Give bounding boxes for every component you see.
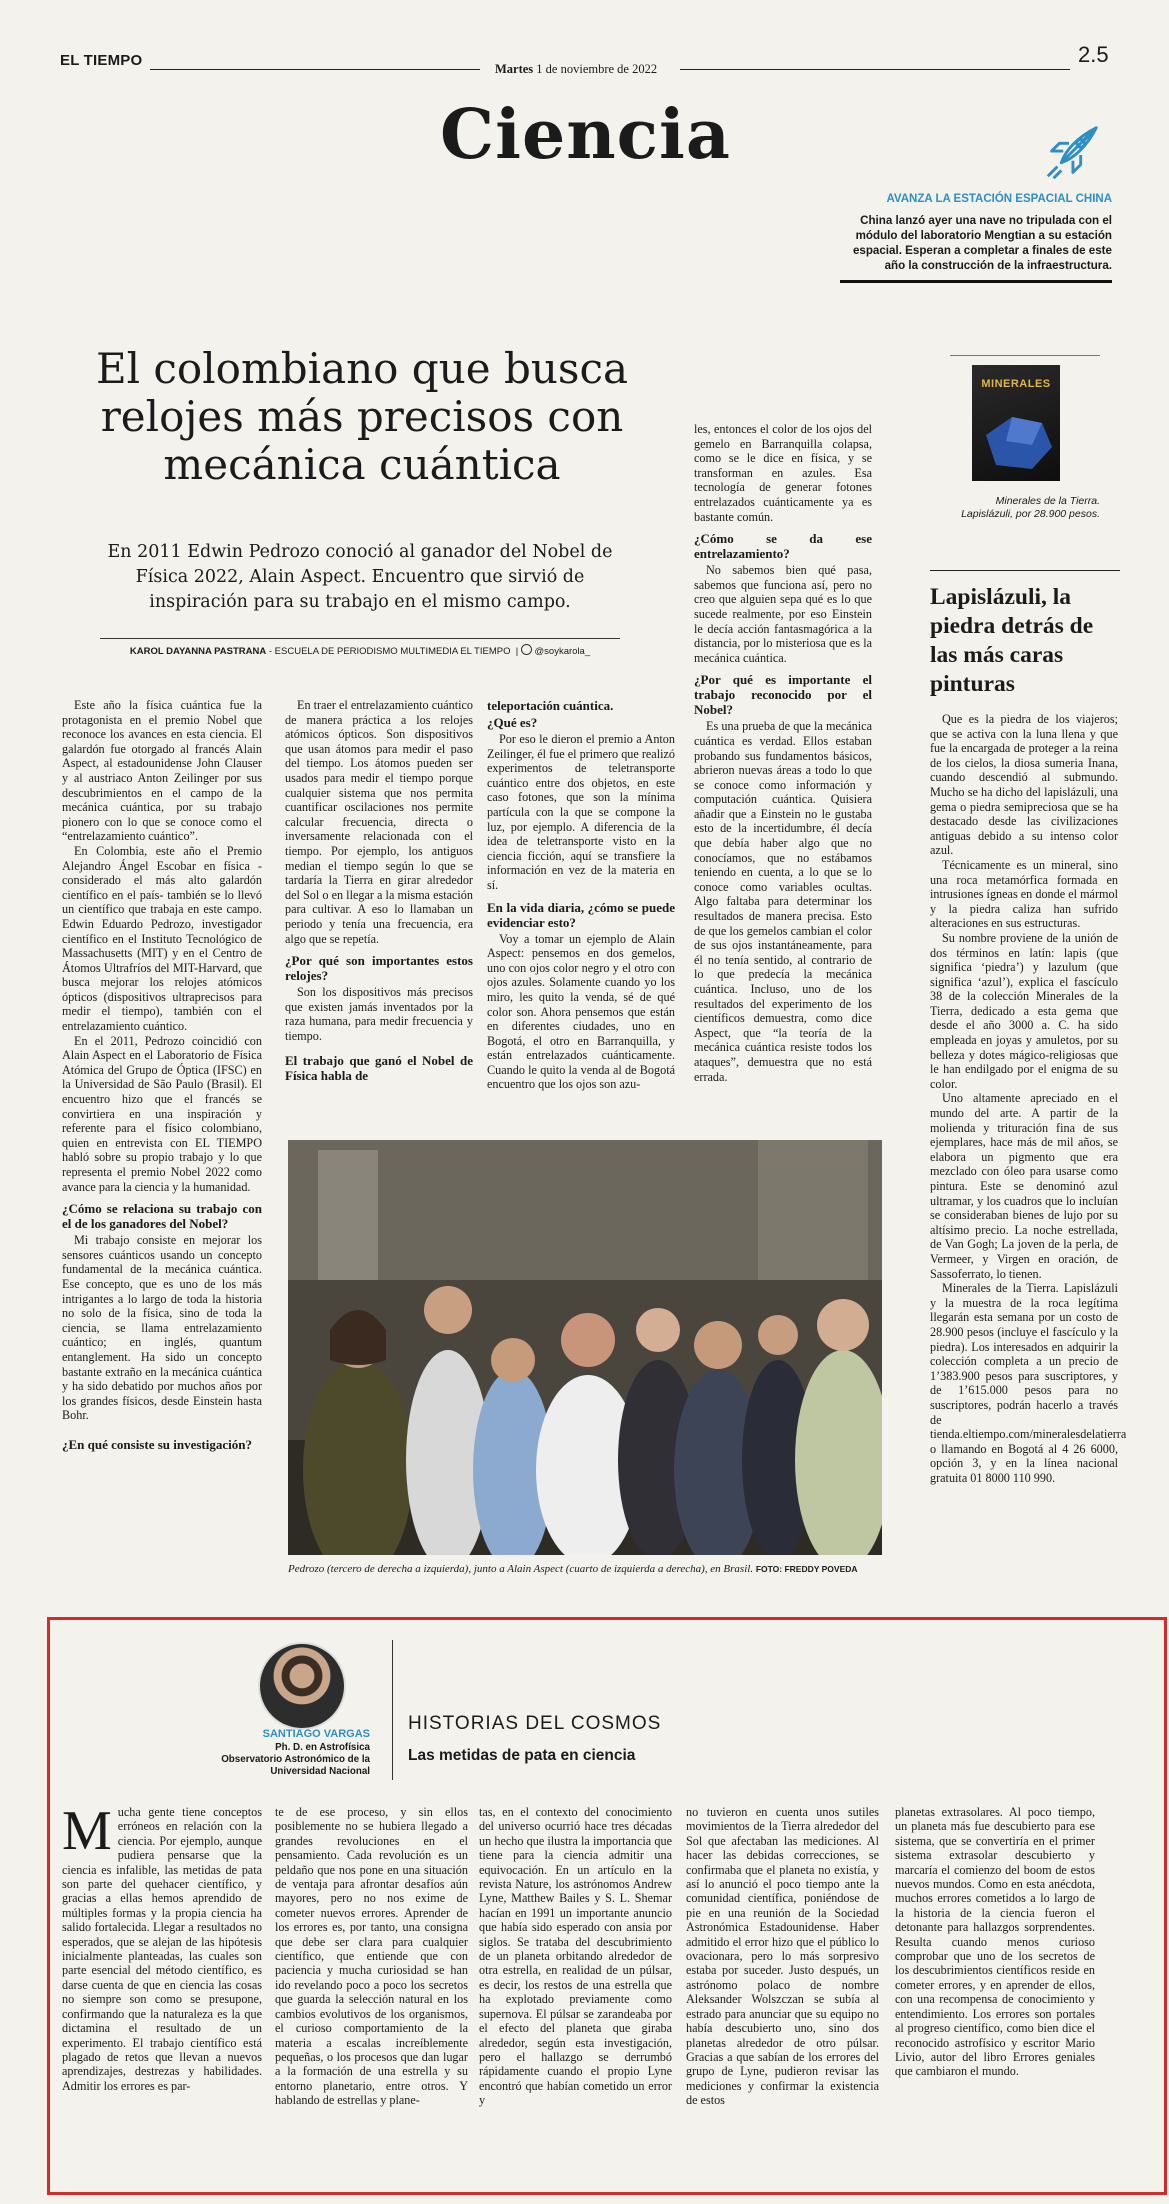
- paragraph: Minerales de la Tierra. Lapislázuli y la muestra de la roca legítima llegarán esta semana por un costo de 28.900 pesos (incluye el fascículo y la piedra). Los interesados en adquirir la colección completa a un precio de 1’383.900 pesos para suscriptores, y de 1’615.000 pesos para no suscriptores, podrán hacerlo a través de tienda.eltiempo.com/mineralesdelatierra o llamando en Bogotá al 4 26 6000, opción 3, y en la línea nacional gratuita 01 8000 110 990.: [930, 1281, 1127, 1485]
- twitter-icon: [521, 644, 532, 655]
- question-heading: ¿Cómo se da ese entrelazamiento?: [694, 531, 872, 562]
- paragraph: En traer el entrelazamiento cuántico de manera práctica a los relojes atómicos ópticos. Son dispositivos que usan átomos para medir el paso del tiempo. Los átomos pueden ser usados para medir el tiempo porque cualquier sistema que nos permita cuantificar oscilaciones nos permite calcular frecuencia, directa o inversamente relacionada con el tiempo. Por ejemplo, los antiguos median el tiempo según lo que se tardaría la Tierra en girar alrededor del Sol o en llegar a la misma estación para cultivar. A eso lo llamaban un periodo y tenía una frecuencia, era algo que se repetía.: [285, 698, 473, 946]
- column-author: SANTIAGO VARGAS: [262, 1728, 370, 1740]
- article-subhead: En 2011 Edwin Pedrozo conoció al ganador del Nobel de Física 2022, Alain Aspect. Encuentro que sirvió de inspiración para su trabajo en el mismo campo.: [107, 542, 613, 612]
- article-column-2: [285, 698, 473, 1085]
- group-photo-illustration: [288, 1140, 882, 1555]
- column-text-5: [895, 1805, 1095, 2079]
- masthead-rule-right: [680, 69, 1070, 70]
- byline-author: KAROL DAYANNA PASTRANA: [129, 646, 267, 657]
- section-title: Ciencia: [440, 95, 731, 175]
- paragraph: tas, en el contexto del conocimiento del universo ocurrió hace tres décadas un hecho que ilustra la importancia que tiene para la ciencia admitir una equivocación. En un artículo en la revista Nature, los astrónomos Andrew Lyne, Matthew Bailes y S. L. Shemar hacían en 1991 un importante anuncio que había sido esperado con ansia por siglos. Se trataba del descubrimiento de un planeta orbitando alrededor de otra estrella, en realidad de un púlsar, es decir, los restos de una estrella que ha explotado previamente como supernova. El púlsar se zarandeaba por el efecto del planeta que giraba alrededor, según esta investigación, pero el hallazgo se derrumbó rápidamente cuando el propio Lyne encontró que habían cometido un error y: [479, 1805, 672, 2108]
- paragraph: Que es la piedra de los viajeros; que se activa con la luna llena y que fue la encargada de proteger a la reina de los cielos, la diosa sumeria Inana, cuando descendió al submundo. Mucho se ha dicho del lapislázuli, una gema o piedra semipreciosa que se ha destacado desde las civilizaciones antiguas debido a su intenso color azul.: [930, 712, 1118, 858]
- question-heading: ¿Por qué es importante el trabajo reconocido por el Nobel?: [694, 672, 872, 718]
- issue-date: Martes 1 de noviembre de 2022: [495, 62, 658, 76]
- paragraph: En el 2011, Pedrozo coincidió con Alain Aspect en el Laboratorio de Física Atómica del Grupo de Óptica (IFSC) en la Universidad de São Paulo (Brasil). El encuentro hizo que el francés se convirtiera en una inspiración y referente para el físico colombiano, quien en entrevista con EL TIEMPO habló sobre su propio trabajo y lo que representa el premio Nobel 2022 como avance para la ciencia y la humanidad.: [62, 1033, 262, 1194]
- newspaper-brand: EL TIEMPO: [60, 52, 143, 69]
- group-photo: [288, 1140, 882, 1555]
- paragraph: Son los dispositivos más precisos que existen jamás inventados por la raza humana, para medir frecuencia y tiempo.: [285, 985, 473, 1043]
- sidebar-rule: [930, 570, 1120, 571]
- photo-caption: Pedrozo (tercero de derecha a izquierda), junto a Alain Aspect (cuarto de izquierda a derecha), en Brasil. FOTO: FREDDY POVEDA: [288, 1563, 858, 1575]
- teaser-body: China lanzó ayer una nave no tripulada con el módulo del laboratorio Mengtian a su estación espacial. Esperan a completar a finales de este año la construcción de la infraestructura.: [852, 214, 1112, 272]
- paragraph: les, entonces el color de los ojos del gemelo en Barranquilla colapsa, como se le dice en física, y se transforman en azules. Esa tecnología de generar fotones entrelazados cuánticamente ya es bastante común.: [694, 422, 872, 524]
- paragraph: Mi trabajo consiste en mejorar los sensores cuánticos usando un concepto fundamental de la mecánica cuántica. Ese concepto, que es uno de los más intrigantes a lo largo de toda la historia no solo de la física, sino de toda la ciencia, se llama entrelazamiento cuántico; en inglés, quantum entanglement. Ha sido un concepto bastante extraño en la mecánica cuántica y ha sido debatido por muchos años por los grandes físicos, desde Einstein hasta Bohr.: [62, 1233, 262, 1423]
- question-heading: ¿En qué consiste su investigación?: [62, 1436, 252, 1452]
- masthead-rule-left: [150, 69, 480, 70]
- sidebar-body: [930, 712, 1127, 1485]
- avatar: [258, 1642, 346, 1730]
- column-text-1: [62, 1800, 262, 2093]
- sidebar-headline: Lapislázuli, la piedra detrás de las más caras pinturas: [930, 584, 1094, 697]
- question-heading: En la vida diaria, ¿cómo se puede evidenciar esto?: [487, 899, 675, 930]
- question-heading: ¿Cómo se relaciona su trabajo con el de los ganadores del Nobel?: [62, 1201, 262, 1232]
- article-headline: El colombiano que busca relojes más precisos con mecánica cuántica: [95, 344, 629, 489]
- book-caption: Minerales de la Tierra. Lapislázuli, por 28.900 pesos.: [961, 495, 1100, 520]
- question-heading: ¿Qué es?: [487, 715, 538, 730]
- teaser-kicker: AVANZA LA ESTACIÓN ESPACIAL CHINA: [886, 193, 1112, 205]
- paragraph: te de ese proceso, y sin ellos posiblemente no se hubiera llegado a grandes revoluciones en el pensamiento. Cada revolución es un peldaño que nos pone en una situación de ventaja para afrontar desafíos aún mayores, pero no nos exime de cometer nuevos errores. Aprender de los errores es, por tanto, una consigna que debe ser clara para cualquier científico, que entiende que con paciencia y mucha curiosidad se han ido revelando poco a poco los secretos que guarda la selección natural en los cambios evolutivos de los organismos, el curioso comportamiento de la materia a escalas increíblemente pequeñas, o los procesos que dan lugar a la formación de una estrella y su entorno planetario, entre otros. Y hablando de estrellas y plane-: [275, 1805, 468, 2108]
- paragraph: Técnicamente es un mineral, sino una roca metamórfica formada en intrusiones ígneas en donde el mármol y la piedra caliza han sufrido alteraciones en sus estructuras.: [930, 857, 1118, 931]
- book-title: MINERALES: [981, 378, 1051, 390]
- paragraph: No sabemos bien qué pasa, sabemos que funciona así, pero no creo que alguien sepa qué es lo que sucede realmente, por eso Einstein le decía acción fantasmagórica a la distancia, por lo misteriosa que es la mecánica cuántica.: [694, 563, 872, 665]
- paragraph: Es una prueba de que la mecánica cuántica es verdad. Ellos estaban probando sus fundamentos básicos, abrieron nuevas áreas a todo lo que se conoce como información y computación cuántica. Quisiera añadir que a Einstein no le gustaba esto de la incertidumbre, él decía que debía haber algo que no conocíamos, que no estábamos teniendo en cuenta, a lo que se lo conoce como variables ocultas. Algo faltaba para determinar los resultados de manera precisa. Esto de que los gemelos cambian el color de sus ojos instantáneamente, para él no tenía sentido, al contrario de lo que predecía la mecánica cuántica. Incluso, uno de los resultados del experimento de los científicos demuestra, como dice Aspect, que “la teoría de la mecánica cuántica resiste todos los ataques”, demuestra que no está errada.: [694, 719, 872, 1084]
- byline-handle: @soykarola_: [534, 646, 591, 657]
- question-heading: ¿Por qué son importantes estos relojes?: [285, 953, 473, 984]
- column-divider: [392, 1640, 393, 1780]
- column-text-3: [479, 1805, 672, 2108]
- teaser-rule: [840, 280, 1112, 283]
- column-author-credentials: Ph. D. en Astrofísica Observatorio Astronómico de la Universidad Nacional: [221, 1742, 370, 1777]
- paragraph: Su nombre proviene de la unión de dos términos en latín: lapis (que significa ‘piedra’) y lazulum (que significa ‘azul’), explica el fascículo 38 de la colección Minerales de la Tierra, dedicado a esta gema que desde el año 3000 a. C. ha sido empleada en joyas y amuletos, por su belleza y dotes mágico-religiosas que le han endilgado por el enigma de su color.: [930, 930, 1118, 1091]
- paragraph: En Colombia, este año el Premio Alejandro Ángel Escobar en física -considerado el más alto galardón científico en el país- también se lo llevó un científico que trabaja en este campo. Edwin Eduardo Pedrozo, investigador científico en el Instituto Tecnológico de Massachusetts (MIT) y en el Centro de Átomos Ultrafríos del MIT-Harvard, que busca mejorar los relojes atómicos ópticos (dispositivos ultraprecisos para medir el tiempo), también con el entrelazamiento cuántico.: [62, 843, 262, 1034]
- drop-cap: M: [62, 1800, 112, 1862]
- subheading: teleportación cuántica.: [487, 698, 614, 713]
- column-text-4: [686, 1805, 879, 2108]
- paragraph: Por eso le dieron el premio a Anton Zeilinger, él fue el primero que realizó experimentos de teletransporte cuántico entre dos objetos, en este caso fotones, que son la mínima partícula con la que se compone la luz, por ejemplo. A diferencia de la idea de teletransporte visto en la ciencia ficción, aquí se transfiere la información en vez de la materia en sí.: [487, 732, 675, 892]
- article-column-3: [487, 698, 675, 1092]
- paragraph: no tuvieron en cuenta unos sutiles movimientos de la Tierra alrededor del Sol que afectaban las mediciones. Al hacer las debidas correcciones, se confirmaba que el planeta no existía, y así lo anunció el poco tiempo ante la comunidad científica, poniéndose de pie en una reunión de la Sociedad Astronómica Estadounidense. Haber admitido el error hizo que el público lo ovacionara, pero lo más sorpresivo estaba por suceder. Justo después, un astrónomo polaco de nombre Aleksander Wolszczan se subía al estrado para anunciar que su equipo no había descubierto uno, sino dos planetas alrededor de otro púlsar. Gracias a que sabían de los errores del grupo de Lyne, pudieron revisar las mediciones y confirmar la existencia de estos: [686, 1805, 879, 2108]
- paragraph: Uno altamente apreciado en el mundo del arte. A partir de la molienda y trituración fina de sus ejemplares, hace más de mil años, se elabora un pigmento que era mezclado con óleo para usarse como pintura. Este se denominó azul ultramar, y los cuadros que lo incluían se consideraban bienes de lujo por su altísimo precio. La noche estrellada, de Van Gogh; La joven de la perla, de Vermeer, y Virgen en oración, de Sassoferrato, lo tienen.: [930, 1091, 1118, 1281]
- paragraph: ucha gente tiene conceptos erróneos en relación con la ciencia. Por ejemplo, aunque pudiera pensarse que la ciencia es infalible, las metidas de pata son parte del quehacer científico, y gracias a ellas hemos aprendido de múltiples formas y la propia ciencia ha salido fortalecida. Llegar a resultados no esperados, que se alejan de las hipótesis inicialmente planteadas, las cuales son parte esencial del método científico, es darse cuenta de que en ciencia las cosas no siempre son como se presupone, confirmando que la naturaleza es la que dictamina el resultado de un experimento. El trabajo científico está plagado de retos que llevan a nuevos aprendizajes, destrezas y habilidades. Admitir los errores es par-: [62, 1805, 262, 2093]
- photo-credit: FOTO: FREDDY POVEDA: [755, 1564, 858, 1574]
- column-kicker: HISTORIAS DEL COSMOS: [408, 1713, 662, 1734]
- paragraph: Este año la física cuántica fue la protagonista en el premio Nobel que reconoce los avances en esta ciencia. El galardón fue otorgado al francés Alain Aspect, al estadounidense John Clauser y al austriaco Anton Zeilinger por sus descubrimientos en el campo de la mecánica cuántica, por su trabajo pionero con lo que se conoce como el “entrelazamiento cuántico”.: [62, 698, 262, 844]
- rocket-icon: [1040, 122, 1102, 184]
- subheading: El trabajo que ganó el Nobel de Física habla de: [285, 1053, 473, 1084]
- byline-affiliation: - ESCUELA DE PERIODISMO MULTIMEDIA EL TIEMPO: [266, 646, 511, 657]
- byline: KAROL DAYANNA PASTRANA - ESCUELA DE PERIODISMO MULTIMEDIA EL TIEMPO | @soykarola_: [100, 638, 620, 657]
- page-number: 2.5: [1078, 42, 1109, 67]
- article-column-1: [62, 698, 262, 1454]
- paragraph: Voy a tomar un ejemplo de Alain Aspect: pensemos en dos gemelos, uno con ojos color negro y el otro con ojos azules. Solamente cuando yo los miro, les quito la venda, sé de qué color son. Ahora pensemos que están en diferentes ciudades, uno en Bogotá, el otro en Barranquilla, y están entrelazados cuánticamente. Cuando le quito la venda al de Bogotá encuentro que los ojos son azu-: [487, 931, 675, 1092]
- column-title: Las metidas de pata en ciencia: [408, 1747, 636, 1764]
- paragraph: planetas extrasolares. Al poco tiempo, un planeta más fue descubierto para ese sistema, que se convertiría en el primer sistema extrasolar descubierto y marcaría el comienzo del boom de estos nuevos mundos. Como en esta anécdota, muchos errores cometidos a lo largo de la historia de la ciencia fueron el detonante para hallazgos sorprendentes. Resulta cuando menos curioso comprobar que uno de los secretos de los descubrimientos científicos reside en cometer errores, y en aprender de ellos, con una recompensa de conocimiento y entendimiento. Los errores son portales al progreso científico, como bien dice el reconocido astrofísico y escritor Mario Livio, autor del libro Errores geniales que cambiaron el mundo.: [895, 1805, 1095, 2079]
- column-text-2: [275, 1805, 468, 2108]
- article-column-4: [694, 422, 872, 1084]
